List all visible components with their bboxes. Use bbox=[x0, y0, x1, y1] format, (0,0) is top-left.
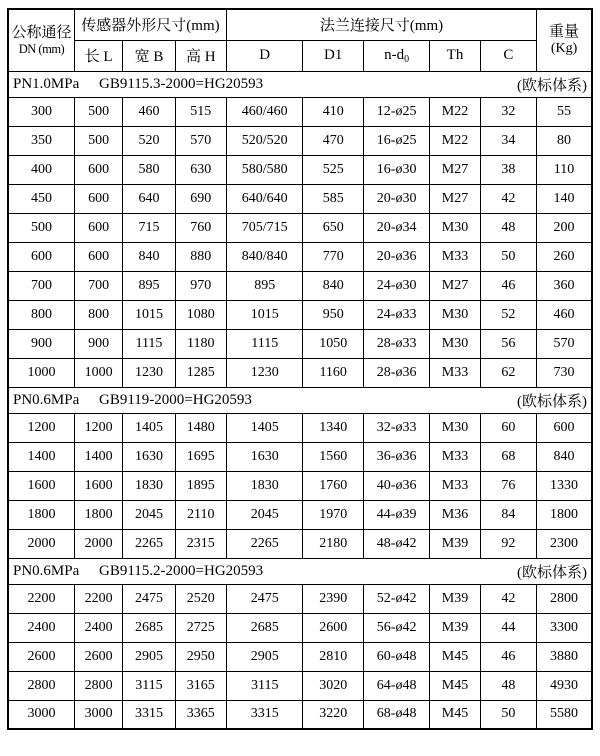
table-cell: 3115 bbox=[226, 671, 303, 700]
table-cell: 640/640 bbox=[226, 184, 303, 213]
table-cell: 880 bbox=[175, 242, 226, 271]
table-row bbox=[8, 529, 592, 558]
section-header-row bbox=[8, 71, 592, 97]
table-cell: 800 bbox=[74, 300, 122, 329]
table-row bbox=[8, 613, 592, 642]
table-row bbox=[8, 184, 592, 213]
table-cell: 760 bbox=[175, 213, 226, 242]
table-cell: 900 bbox=[8, 329, 74, 358]
table-cell: 350 bbox=[8, 126, 74, 155]
section-note-label: (欧标体系) bbox=[517, 564, 587, 581]
table-cell: 1695 bbox=[175, 442, 226, 471]
table-cell: 68 bbox=[480, 442, 536, 471]
table-cell: 600 bbox=[74, 242, 122, 271]
table-cell: 895 bbox=[226, 271, 303, 300]
section-cell bbox=[8, 387, 592, 413]
table-cell: 2600 bbox=[8, 642, 74, 671]
table-cell: 36-ø36 bbox=[363, 442, 429, 471]
table-cell: 970 bbox=[175, 271, 226, 300]
table-cell: 1895 bbox=[175, 471, 226, 500]
table-cell: 2000 bbox=[8, 529, 74, 558]
table-cell: 1830 bbox=[226, 471, 303, 500]
table-cell: 500 bbox=[8, 213, 74, 242]
section-standard-label: GB9115.3-2000=HG20593 bbox=[99, 75, 264, 92]
table-cell: 895 bbox=[123, 271, 175, 300]
section-pressure-label: PN1.0MPa bbox=[13, 75, 80, 92]
table-cell: 2180 bbox=[303, 529, 363, 558]
table-cell: 2265 bbox=[123, 529, 175, 558]
table-cell: 42 bbox=[480, 584, 536, 613]
table-cell: 16-ø25 bbox=[363, 126, 429, 155]
table-cell: 3315 bbox=[123, 700, 175, 729]
table-cell: 460/460 bbox=[226, 97, 303, 126]
table-cell: M33 bbox=[430, 242, 480, 271]
table-cell: 1600 bbox=[8, 471, 74, 500]
table-cell: 1115 bbox=[226, 329, 303, 358]
table-cell: 48 bbox=[480, 213, 536, 242]
table-cell: 2045 bbox=[226, 500, 303, 529]
table-cell: 2045 bbox=[123, 500, 175, 529]
table-cell: 40-ø36 bbox=[363, 471, 429, 500]
table-row bbox=[8, 329, 592, 358]
table-cell: 4930 bbox=[537, 671, 592, 700]
table-cell: 950 bbox=[303, 300, 363, 329]
table-cell: 1970 bbox=[303, 500, 363, 529]
section-pressure-label: PN0.6MPa bbox=[13, 562, 80, 579]
table-cell: 470 bbox=[303, 126, 363, 155]
table-cell: 2810 bbox=[303, 642, 363, 671]
col-header-c: C bbox=[480, 40, 536, 71]
header-sub-row bbox=[8, 40, 592, 71]
table-cell: 1405 bbox=[123, 413, 175, 442]
table-cell: 730 bbox=[537, 358, 592, 387]
table-row bbox=[8, 155, 592, 184]
table-cell: 110 bbox=[537, 155, 592, 184]
table-cell: 900 bbox=[74, 329, 122, 358]
table-cell: M36 bbox=[430, 500, 480, 529]
table-cell: 1800 bbox=[74, 500, 122, 529]
table-cell: 630 bbox=[175, 155, 226, 184]
table-cell: 1400 bbox=[74, 442, 122, 471]
table-cell: 3000 bbox=[8, 700, 74, 729]
table-cell: 80 bbox=[537, 126, 592, 155]
section-cell bbox=[8, 558, 592, 584]
table-cell: M30 bbox=[430, 213, 480, 242]
table-cell: 1180 bbox=[175, 329, 226, 358]
weight-title: 重量 bbox=[549, 23, 580, 40]
table-cell: 1115 bbox=[123, 329, 175, 358]
col-header-height: 高 H bbox=[175, 40, 226, 71]
table-cell: 60-ø48 bbox=[363, 642, 429, 671]
table-cell: 705/715 bbox=[226, 213, 303, 242]
section-header-row bbox=[8, 558, 592, 584]
table-cell: 1050 bbox=[303, 329, 363, 358]
table-cell: 92 bbox=[480, 529, 536, 558]
table-cell: 50 bbox=[480, 242, 536, 271]
table-cell: 24-ø33 bbox=[363, 300, 429, 329]
table-cell: 600 bbox=[8, 242, 74, 271]
table-cell: 1630 bbox=[226, 442, 303, 471]
section-standard-label: GB9115.2-2000=HG20593 bbox=[99, 562, 264, 579]
table-cell: 3000 bbox=[74, 700, 122, 729]
spec-table bbox=[7, 8, 593, 730]
table-cell: 56-ø42 bbox=[363, 613, 429, 642]
table-cell: 580 bbox=[123, 155, 175, 184]
table-cell: 2600 bbox=[303, 613, 363, 642]
table-cell: 62 bbox=[480, 358, 536, 387]
table-cell: 1015 bbox=[123, 300, 175, 329]
table-cell: 1800 bbox=[537, 500, 592, 529]
table-cell: 520 bbox=[123, 126, 175, 155]
table-cell: 32 bbox=[480, 97, 536, 126]
table-cell: 2685 bbox=[226, 613, 303, 642]
table-cell: 12-ø25 bbox=[363, 97, 429, 126]
table-cell: 3365 bbox=[175, 700, 226, 729]
table-cell: 525 bbox=[303, 155, 363, 184]
table-cell: 2315 bbox=[175, 529, 226, 558]
col-header-weight bbox=[537, 9, 592, 71]
col-header-nd0 bbox=[363, 40, 429, 71]
table-cell: 1285 bbox=[175, 358, 226, 387]
table-cell: 68-ø48 bbox=[363, 700, 429, 729]
table-cell: 1200 bbox=[74, 413, 122, 442]
table-cell: 3020 bbox=[303, 671, 363, 700]
table-cell: 840 bbox=[123, 242, 175, 271]
table-cell: 2685 bbox=[123, 613, 175, 642]
table-cell: 1760 bbox=[303, 471, 363, 500]
table-cell: M22 bbox=[430, 97, 480, 126]
table-cell: 84 bbox=[480, 500, 536, 529]
table-cell: M33 bbox=[430, 471, 480, 500]
table-cell: 1800 bbox=[8, 500, 74, 529]
table-cell: 1160 bbox=[303, 358, 363, 387]
table-cell: 600 bbox=[74, 213, 122, 242]
table-cell: 60 bbox=[480, 413, 536, 442]
table-cell: 1000 bbox=[74, 358, 122, 387]
table-cell: 50 bbox=[480, 700, 536, 729]
table-row bbox=[8, 642, 592, 671]
table-cell: 48 bbox=[480, 671, 536, 700]
table-cell: 2400 bbox=[74, 613, 122, 642]
table-cell: 16-ø30 bbox=[363, 155, 429, 184]
col-header-sensor-group: 传感器外形尺寸(mm) bbox=[74, 9, 226, 40]
table-cell: M30 bbox=[430, 329, 480, 358]
table-cell: M39 bbox=[430, 613, 480, 642]
table-cell: M45 bbox=[430, 671, 480, 700]
table-cell: M39 bbox=[430, 529, 480, 558]
table-cell: 2390 bbox=[303, 584, 363, 613]
table-cell: 200 bbox=[537, 213, 592, 242]
table-cell: 76 bbox=[480, 471, 536, 500]
table-cell: 46 bbox=[480, 271, 536, 300]
section-header-row bbox=[8, 387, 592, 413]
table-row bbox=[8, 442, 592, 471]
table-cell: 1480 bbox=[175, 413, 226, 442]
table-row bbox=[8, 300, 592, 329]
table-row bbox=[8, 584, 592, 613]
weight-subtitle: (Kg) bbox=[550, 40, 578, 56]
table-cell: M33 bbox=[430, 442, 480, 471]
table-cell: 55 bbox=[537, 97, 592, 126]
table-cell: 360 bbox=[537, 271, 592, 300]
table-cell: 2725 bbox=[175, 613, 226, 642]
table-cell: 3300 bbox=[537, 613, 592, 642]
table-cell: 2520 bbox=[175, 584, 226, 613]
table-cell: 1340 bbox=[303, 413, 363, 442]
table-cell: 2800 bbox=[537, 584, 592, 613]
table-row bbox=[8, 471, 592, 500]
table-cell: 840 bbox=[303, 271, 363, 300]
table-cell: 1400 bbox=[8, 442, 74, 471]
col-header-flange-group: 法兰连接尺寸(mm) bbox=[226, 9, 536, 40]
table-cell: 34 bbox=[480, 126, 536, 155]
col-header-d1: D1 bbox=[303, 40, 363, 71]
table-cell: 1015 bbox=[226, 300, 303, 329]
table-row bbox=[8, 700, 592, 729]
table-row bbox=[8, 213, 592, 242]
table-cell: 260 bbox=[537, 242, 592, 271]
table-cell: 42 bbox=[480, 184, 536, 213]
table-cell: 28-ø33 bbox=[363, 329, 429, 358]
col-header-dn bbox=[8, 9, 74, 71]
table-cell: 2110 bbox=[175, 500, 226, 529]
table-cell: 600 bbox=[537, 413, 592, 442]
section-note-label: (欧标体系) bbox=[517, 77, 587, 94]
table-cell: 52 bbox=[480, 300, 536, 329]
section-standard-label: GB9119-2000=HG20593 bbox=[99, 391, 252, 408]
table-cell: 3115 bbox=[123, 671, 175, 700]
table-cell: 20-ø36 bbox=[363, 242, 429, 271]
table-row bbox=[8, 242, 592, 271]
table-cell: 38 bbox=[480, 155, 536, 184]
table-cell: M39 bbox=[430, 584, 480, 613]
table-cell: 3315 bbox=[226, 700, 303, 729]
table-row bbox=[8, 358, 592, 387]
header-group-row bbox=[8, 9, 592, 40]
table-cell: 2300 bbox=[537, 529, 592, 558]
col-header-width: 宽 B bbox=[123, 40, 175, 71]
table-cell: 650 bbox=[303, 213, 363, 242]
table-cell: 570 bbox=[175, 126, 226, 155]
table-cell: 700 bbox=[8, 271, 74, 300]
table-cell: 64-ø48 bbox=[363, 671, 429, 700]
table-cell: 570 bbox=[537, 329, 592, 358]
table-cell: M45 bbox=[430, 642, 480, 671]
dn-subtitle: DN (mm) bbox=[18, 41, 65, 56]
table-cell: 1560 bbox=[303, 442, 363, 471]
table-row bbox=[8, 413, 592, 442]
table-cell: 460 bbox=[537, 300, 592, 329]
table-cell: 2800 bbox=[8, 671, 74, 700]
table-cell: 515 bbox=[175, 97, 226, 126]
table-cell: 770 bbox=[303, 242, 363, 271]
table-cell: 3880 bbox=[537, 642, 592, 671]
table-cell: 1600 bbox=[74, 471, 122, 500]
table-cell: 2475 bbox=[123, 584, 175, 613]
table-cell: 690 bbox=[175, 184, 226, 213]
table-cell: 400 bbox=[8, 155, 74, 184]
table-cell: M27 bbox=[430, 271, 480, 300]
col-header-length: 长 L bbox=[74, 40, 122, 71]
table-cell: 2905 bbox=[226, 642, 303, 671]
table-cell: 600 bbox=[74, 184, 122, 213]
table-cell: 585 bbox=[303, 184, 363, 213]
table-cell: 46 bbox=[480, 642, 536, 671]
table-cell: 3220 bbox=[303, 700, 363, 729]
table-cell: 800 bbox=[8, 300, 74, 329]
table-cell: 600 bbox=[74, 155, 122, 184]
table-cell: 1830 bbox=[123, 471, 175, 500]
nd0-subscript: 0 bbox=[404, 53, 410, 65]
table-row bbox=[8, 97, 592, 126]
table-cell: 715 bbox=[123, 213, 175, 242]
col-header-d: D bbox=[226, 40, 303, 71]
table-cell: 1200 bbox=[8, 413, 74, 442]
table-cell: 1405 bbox=[226, 413, 303, 442]
table-cell: 300 bbox=[8, 97, 74, 126]
table-cell: 24-ø30 bbox=[363, 271, 429, 300]
table-cell: 450 bbox=[8, 184, 74, 213]
table-cell: 2265 bbox=[226, 529, 303, 558]
table-cell: 2800 bbox=[74, 671, 122, 700]
col-header-th: Th bbox=[430, 40, 480, 71]
table-cell: M30 bbox=[430, 413, 480, 442]
table-cell: 1630 bbox=[123, 442, 175, 471]
table-cell: 5580 bbox=[537, 700, 592, 729]
table-cell: 410 bbox=[303, 97, 363, 126]
table-cell: 2000 bbox=[74, 529, 122, 558]
table-cell: 500 bbox=[74, 126, 122, 155]
table-cell: M22 bbox=[430, 126, 480, 155]
table-cell: 44-ø39 bbox=[363, 500, 429, 529]
table-row bbox=[8, 671, 592, 700]
table-cell: 3165 bbox=[175, 671, 226, 700]
table-cell: M27 bbox=[430, 155, 480, 184]
nd0-prefix: n-d bbox=[384, 46, 405, 63]
table-cell: 840/840 bbox=[226, 242, 303, 271]
table-cell: 2950 bbox=[175, 642, 226, 671]
table-cell: 28-ø36 bbox=[363, 358, 429, 387]
table-cell: 2475 bbox=[226, 584, 303, 613]
table-cell: 2400 bbox=[8, 613, 74, 642]
table-cell: 1230 bbox=[226, 358, 303, 387]
table-cell: 32-ø33 bbox=[363, 413, 429, 442]
section-pressure-label: PN0.6MPa bbox=[13, 391, 80, 408]
table-cell: M27 bbox=[430, 184, 480, 213]
section-note-label: (欧标体系) bbox=[517, 393, 587, 410]
table-cell: 1330 bbox=[537, 471, 592, 500]
table-cell: M45 bbox=[430, 700, 480, 729]
table-cell: 700 bbox=[74, 271, 122, 300]
table-cell: 44 bbox=[480, 613, 536, 642]
table-cell: 140 bbox=[537, 184, 592, 213]
table-cell: 20-ø34 bbox=[363, 213, 429, 242]
table-cell: 640 bbox=[123, 184, 175, 213]
table-cell: 1000 bbox=[8, 358, 74, 387]
table-row bbox=[8, 500, 592, 529]
table-cell: 2905 bbox=[123, 642, 175, 671]
table-cell: 1080 bbox=[175, 300, 226, 329]
table-row bbox=[8, 126, 592, 155]
table-cell: M30 bbox=[430, 300, 480, 329]
table-cell: 2200 bbox=[8, 584, 74, 613]
section-cell bbox=[8, 71, 592, 97]
dn-title: 公称通径 bbox=[11, 24, 72, 41]
table-cell: 56 bbox=[480, 329, 536, 358]
table-cell: 580/580 bbox=[226, 155, 303, 184]
table-cell: 2600 bbox=[74, 642, 122, 671]
table-cell: M33 bbox=[430, 358, 480, 387]
table-row bbox=[8, 271, 592, 300]
table-cell: 460 bbox=[123, 97, 175, 126]
table-cell: 2200 bbox=[74, 584, 122, 613]
table-cell: 840 bbox=[537, 442, 592, 471]
table-cell: 52-ø42 bbox=[363, 584, 429, 613]
table-cell: 48-ø42 bbox=[363, 529, 429, 558]
table-cell: 520/520 bbox=[226, 126, 303, 155]
table-cell: 500 bbox=[74, 97, 122, 126]
table-cell: 20-ø30 bbox=[363, 184, 429, 213]
table-cell: 1230 bbox=[123, 358, 175, 387]
